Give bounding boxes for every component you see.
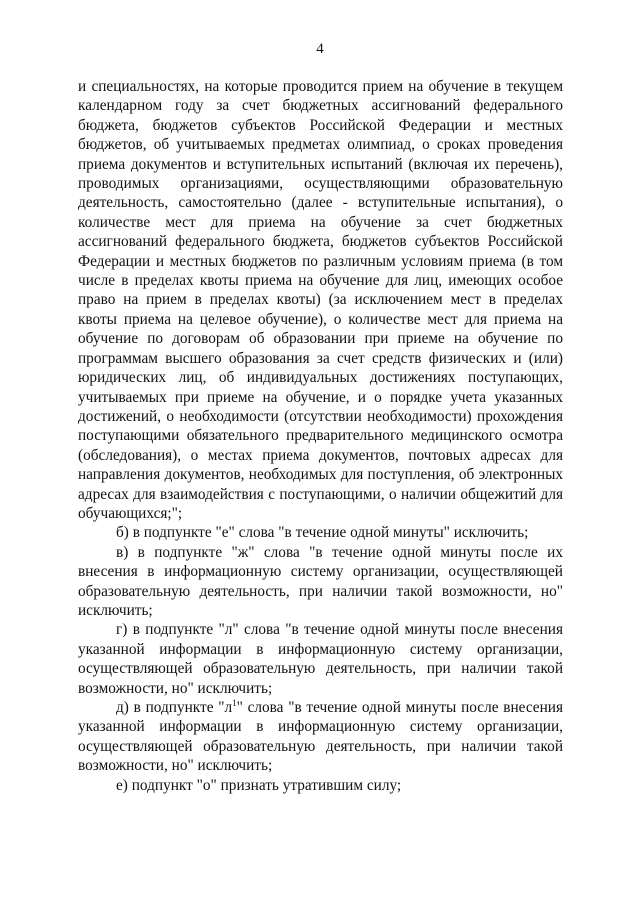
paragraph-item-d [78, 698, 563, 776]
paragraph-continuation: и специальностях, на которые проводится прием на обучение в текущем календарном году за счет бюджетных ассигнований федерального бюджета, бюджетов субъектов Российской Федерации и местных бюджетов, об учитываемых предметах олимпиад, о сроках проведения приема документов и вступительных испытаний (включая их перечень), проводимых организациями, осуществляющими образовательную деятельность, самостоятельно (далее - вступительные испытания), о количестве мест для приема на обучение за счет бюджетных ассигнований федерального бюджета, бюджетов субъектов Российской Федерации и местных бюджетов по различным условиям приема (в том числе в пределах квоты приема на обучение для лиц, имеющих особое право на прием в пределах квоты) (за исключением мест в пределах квоты приема на целевое обучение), о количестве мест для приема на обучение по договорам об образовании при приеме на обучение по программам высшего образования за счет средств физических и (или) юридических лиц, об индивидуальных достижениях поступающих, учитываемых при приеме на обучение, и о порядке учета указанных достижений, о необходимости (отсутствии необходимости) прохождения поступающими обязательного предварительного медицинского осмотра (обследования), о местах приема документов, почтовых адресах для направления документов, необходимых для поступления, об электронных адресах для взаимодействия с поступающими, о наличии общежитий для обучающихся;"; [78, 78, 563, 522]
paragraph-item-d-start: д) в подпункте "л [116, 699, 233, 716]
page-number: 4 [316, 41, 324, 57]
paragraph-item-v: в) в подпункте "ж" слова "в течение одной минуты после их внесения в информационную систему организации, осуществляющей образовательную деятельность, при наличии такой возможности, но" исключить; [78, 543, 563, 619]
paragraph-item-e: е) подпункт "о" признать утратившим силу; [116, 776, 402, 794]
superscript-one: 1 [232, 697, 237, 708]
paragraph-item-g: г) в подпункте "л" слова "в течение одной минуты после внесения указанной информации в информационную систему организации, осуществляющей образовательную деятельность, при наличии такой возможности, но" исключить; [78, 621, 563, 697]
document-body [78, 77, 563, 795]
paragraph-item-b: б) в подпункте "е" слова "в течение одной минуты" исключить; [116, 524, 529, 542]
paragraph-item-d-end: " слова "в течение одной минуты после внесения указанной информации в информационную систему организации, осуществляющей образовательную деятельность, при наличии такой возможности, но" исключить; [78, 699, 563, 775]
